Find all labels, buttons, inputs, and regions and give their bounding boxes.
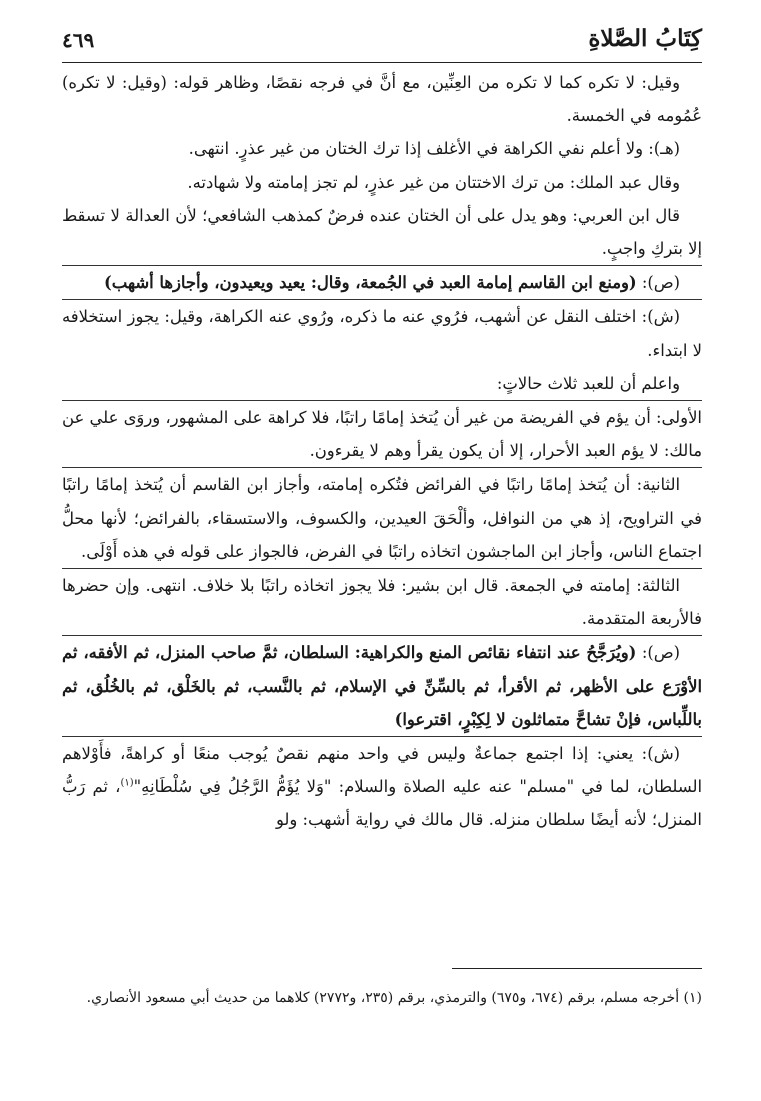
paragraph-text: يعني: إذا اجتمع جماعةٌ وليس في واحد منهم نقصٌ يُوجب منعًا أو كراهةً، فأَوْلاهم السلطان، لما في "مسلم" عنه عليه الصلاة والسلام: "وَلا يُؤَمُّ الرَّجُلُ فِي سُلْطَانِهِ" — [62, 744, 702, 797]
paragraph-text: الثالثة: إمامته في الجمعة. قال ابن بشير: فلا يجوز اتخاذه راتبًا بلا خلاف. انتهى. وإن حضرها فالأربعة المتقدمة. — [62, 576, 702, 629]
footnote-reference[interactable]: (١) — [120, 777, 134, 789]
commentary-paragraph — [62, 299, 702, 366]
paragraph — [62, 568, 702, 635]
paragraph-text: اختلف النقل عن أشهب، فرُوي عنه ما ذكره، ورُوي عنه الكراهة، وقيل: يجوز استخلافه لا ابتداء. — [62, 307, 702, 360]
footnote-divider — [452, 968, 702, 969]
paragraph — [62, 166, 702, 199]
paragraph — [62, 199, 702, 265]
paragraph-text: الأولى: أن يؤم في الفريضة من غير أن يُتخذ إمامًا راتبًا، فلا كراهة على المشهور، وروَى علي عن مالك: لا يؤم العبد الأحرار، إلا أن يكون يقرأ وهم لا يقرءون. — [62, 408, 702, 461]
text-quote-paragraph — [62, 635, 702, 736]
paragraph — [62, 66, 702, 132]
footnote — [62, 984, 702, 1012]
quoted-text: (ويُرَجَّحُ عند انتفاء نقائص المنع والكراهية: السلطان، ثمَّ صاحب المنزل، ثم الأفقه، ثم الأوْرَع على الأظهر، ثم الأقرأ، ثم بالسِّنِّ في الإسلام، ثم بالنَّسب، ثم بالخَلْق، ثم بالخُلُق، ثم باللِّباس، فإنْ تشاحَّ متماثلون لا لِكِبْرٍ، اقترعوا) — [62, 643, 702, 729]
paragraph-text: وقيل: لا تكره كما لا تكره من العِنِّين، مع أنَّ في فرجه نقصًا، وظاهر قوله: (وقيل: لا تكره) عُمُومه في الخمسة. — [62, 73, 702, 126]
paragraph-lead: (ش): — [633, 744, 681, 764]
quoted-text: (ومنع ابن القاسم إمامة العبد في الجُمعة، وقال: يعيد ويعيدون، وأجازها أشهب) — [103, 273, 637, 293]
paragraph-text: قال ابن العربي: وهو يدل على أن الختان عنده فرضٌ كمذهب الشافعي؛ لأن العدالة لا تسقط إلا بتركِ واجبٍ. — [62, 205, 702, 259]
paragraph — [62, 400, 702, 467]
paragraph-lead: (ش): — [636, 307, 680, 327]
paragraph-text: الثانية: أن يُتخذ إمامًا راتبًا في الفرائض فتُكره إمامته، وأجاز ابن القاسم أن يُتخذ إمامًا راتبًا في التراويح، إذ هي من النوافل، وألْحَقَ العيدين، والكسوف، والاستسقاء، بالفرائض؛ لأنها محلُّ اجتماع الناس، وأجاز ابن الماجشون اتخاذه راتبًا في الفرض، فالجواز على قوله في هذه أَوْلَى. — [62, 475, 702, 561]
footnote-text: (١) أخرجه مسلم، برقم (٦٧٤، و٦٧٥) والترمذي، برقم (٢٣٥، و٢٧٧٢) كلاهما من حديث أبي مسعود الأنصاري. — [86, 990, 702, 1006]
commentary-paragraph — [62, 736, 702, 837]
text-quote-paragraph — [62, 265, 702, 299]
paragraph — [62, 132, 702, 165]
paragraph-text: وقال عبد الملك: من ترك الاختتان من غير عذرٍ، لم تجز إمامته ولا شهادته. — [187, 172, 680, 192]
paragraph — [62, 467, 702, 568]
paragraph-lead: (ص): — [636, 273, 680, 293]
paragraph-lead: (ص): — [636, 643, 680, 663]
paragraph-text: واعلم أن للعبد ثلاث حالاتٍ: — [496, 373, 680, 393]
page-number: ٤٦٩ — [62, 28, 95, 52]
paragraph-text-tail: ، ثم رَبُّ المنزل؛ لأنه أيضًا سلطان منزله. قال مالك في رواية أشهب: ولو — [62, 777, 702, 830]
page-body — [62, 66, 702, 837]
running-title: كِتَابُ الصَّلاةِ — [588, 25, 702, 52]
paragraph — [62, 367, 702, 400]
paragraph-text: (هـ): ولا أعلم نفي الكراهة في الأغلف إذا ترك الختان من غير عذرٍ. انتهى. — [188, 139, 680, 159]
page-header — [62, 20, 702, 63]
